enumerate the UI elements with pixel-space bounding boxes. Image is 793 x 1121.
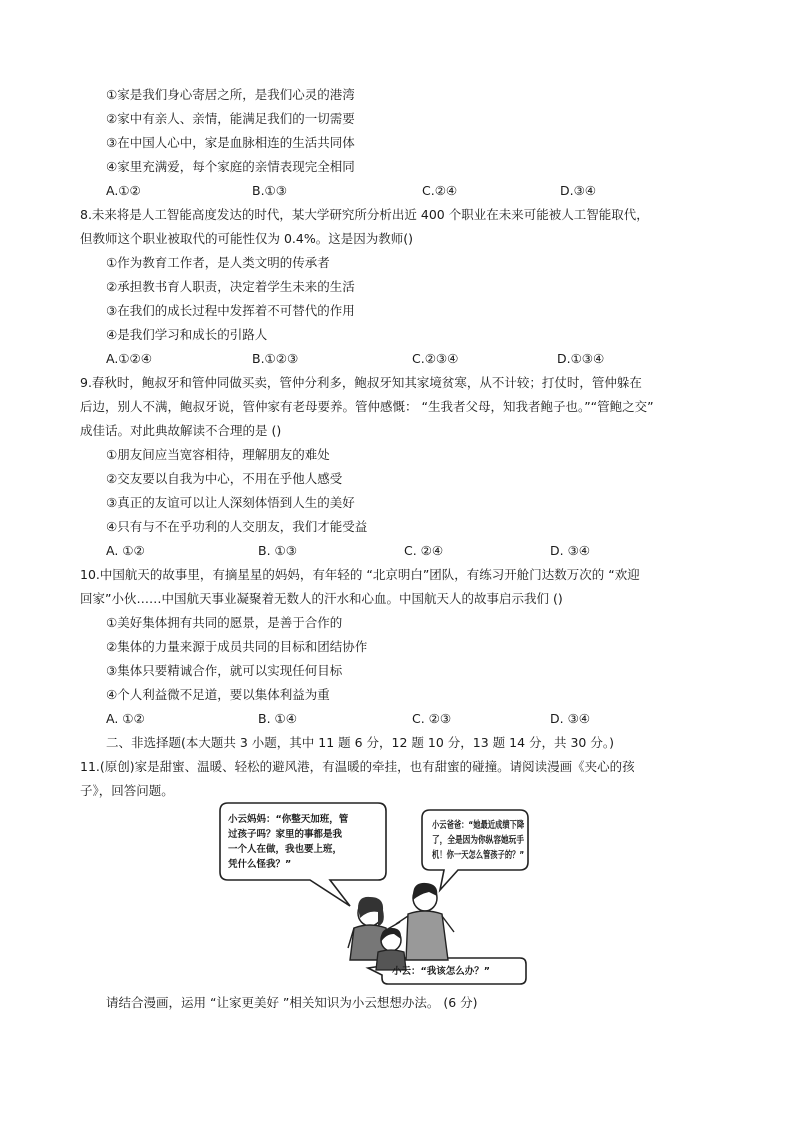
q8-item-3: ③在我们的成长过程中发挥着不可替代的作用 <box>106 303 355 318</box>
mom-speech-line-2: 过孩子吗？家里的事都是我 <box>228 829 343 840</box>
q11-stem-line2: 子》，回答问题。 <box>80 783 174 798</box>
q7-option-d: D.③④ <box>560 183 597 198</box>
q9-item-2: ②交友要以自我为中心，不用在乎他人感受 <box>106 471 343 486</box>
q10-item-4: ④个人利益微不足道，要以集体利益为重 <box>106 687 330 702</box>
q8-item-2: ②承担教书育人职责，决定着学生未来的生活 <box>106 279 355 294</box>
q9-item-1: ①朋友间应当宽容相待，理解朋友的难处 <box>106 447 330 462</box>
q10-item-2: ②集体的力量来源于成员共同的目标和团结协作 <box>106 639 368 654</box>
q7-item-4: ④家里充满爱，每个家庭的亲情表现完全相同 <box>106 159 355 174</box>
q7-option-c: C.②④ <box>422 183 458 198</box>
q9-option-c: C. ②④ <box>404 543 444 558</box>
q8-item-4: ④是我们学习和成长的引路人 <box>106 327 268 342</box>
q8-option-b: B.①②③ <box>252 351 299 366</box>
q10-option-c: C. ②③ <box>412 711 452 726</box>
q9-option-a: A. ①② <box>106 543 145 558</box>
mom-speech-line-1: 小云妈妈：“你整天加班，管 <box>228 814 349 825</box>
dad-speech-line-2: 了，全是因为你纵容她玩手 <box>432 835 525 846</box>
q8-stem-line1: 8.未来将是人工智能高度发达的时代，某大学研究所分析出近 400 个职业在未来可能被人工智能取代， <box>80 207 649 222</box>
dad-speech-line-1: 小云爸爸：“她最近成绩下降 <box>432 820 525 831</box>
q7-option-a: A.①② <box>106 183 141 198</box>
q9-stem-line1: 9.春秋时，鲍叔牙和管仲同做买卖，管仲分利多，鲍叔牙知其家境贫寒，从不计较；打仗时，管仲躲在 <box>80 375 642 390</box>
q9-item-3: ③真正的友谊可以让人深刻体悟到人生的美好 <box>106 495 355 510</box>
q7-item-2: ②家中有亲人、亲情，能满足我们的一切需要 <box>106 111 355 126</box>
q9-option-d: D. ③④ <box>550 543 590 558</box>
dad-figure <box>396 883 454 960</box>
q10-stem-line2: 回家”小伙……中国航天事业凝聚着无数人的汗水和心血。中国航天人的故事启示我们 () <box>80 591 563 606</box>
q7-item-3: ③在中国人心中，家是血脉相连的生活共同体 <box>106 135 355 150</box>
q9-stem-line2: 后边，别人不满，鲍叔牙说，管仲家有老母要养。管仲感慨： “生我者父母，知我者鲍子也。”“管鲍之交” <box>80 399 654 414</box>
q10-item-3: ③集体只要精诚合作，就可以实现任何目标 <box>106 663 343 678</box>
q10-item-1: ①美好集体拥有共同的愿景，是善于合作的 <box>106 615 343 630</box>
q9-stem-line3: 成佳话。对此典故解读不合理的是 () <box>80 423 282 438</box>
q8-item-1: ①作为教育工作者，是人类文明的传承者 <box>106 255 330 270</box>
q10-option-b: B. ①④ <box>258 711 297 726</box>
q9-item-4: ④只有与不在乎功利的人交朋友，我们才能受益 <box>106 519 368 534</box>
mom-speech-line-3: 一个人在做，我也要上班， <box>228 844 343 855</box>
q9-option-b: B. ①③ <box>258 543 297 558</box>
q8-stem-line2: 但教师这个职业被取代的可能性仅为 0.4%。这是因为教师() <box>80 231 413 246</box>
mom-speech-line-4: 凭什么怪我？” <box>228 859 292 870</box>
dad-speech-line-3: 机！你一天怎么管孩子的？” <box>432 850 525 861</box>
comic-illustration <box>208 800 531 985</box>
section-2-heading: 二、非选择题(本大题共 3 小题，其中 11 题 6 分，12 题 10 分，13 题 14 分，共 30 分。) <box>106 735 614 750</box>
kid-speech: 小云：“我该怎么办？” <box>392 966 490 977</box>
q8-option-a: A.①②④ <box>106 351 152 366</box>
q7-item-1: ①家是我们身心寄居之所，是我们心灵的港湾 <box>106 87 355 102</box>
q7-option-b: B.①③ <box>252 183 287 198</box>
q10-option-d: D. ③④ <box>550 711 590 726</box>
q11-stem-line1: 11.(原创)家是甜蜜、温暖、轻松的避风港，有温暖的牵挂，也有甜蜜的碰撞。请阅读漫画《夹心的孩 <box>80 759 635 774</box>
q8-option-d: D.①③④ <box>557 351 605 366</box>
q10-stem-line1: 10.中国航天的故事里，有摘星星的妈妈，有年轻的 “北京明白”团队，有练习开舱门达数万次的 “欢迎 <box>80 567 640 582</box>
q10-option-a: A. ①② <box>106 711 145 726</box>
q8-option-c: C.②③④ <box>412 351 459 366</box>
q11-task: 请结合漫画，运用 “让家更美好 ”相关知识为小云想想办法。 (6 分) <box>106 995 478 1010</box>
